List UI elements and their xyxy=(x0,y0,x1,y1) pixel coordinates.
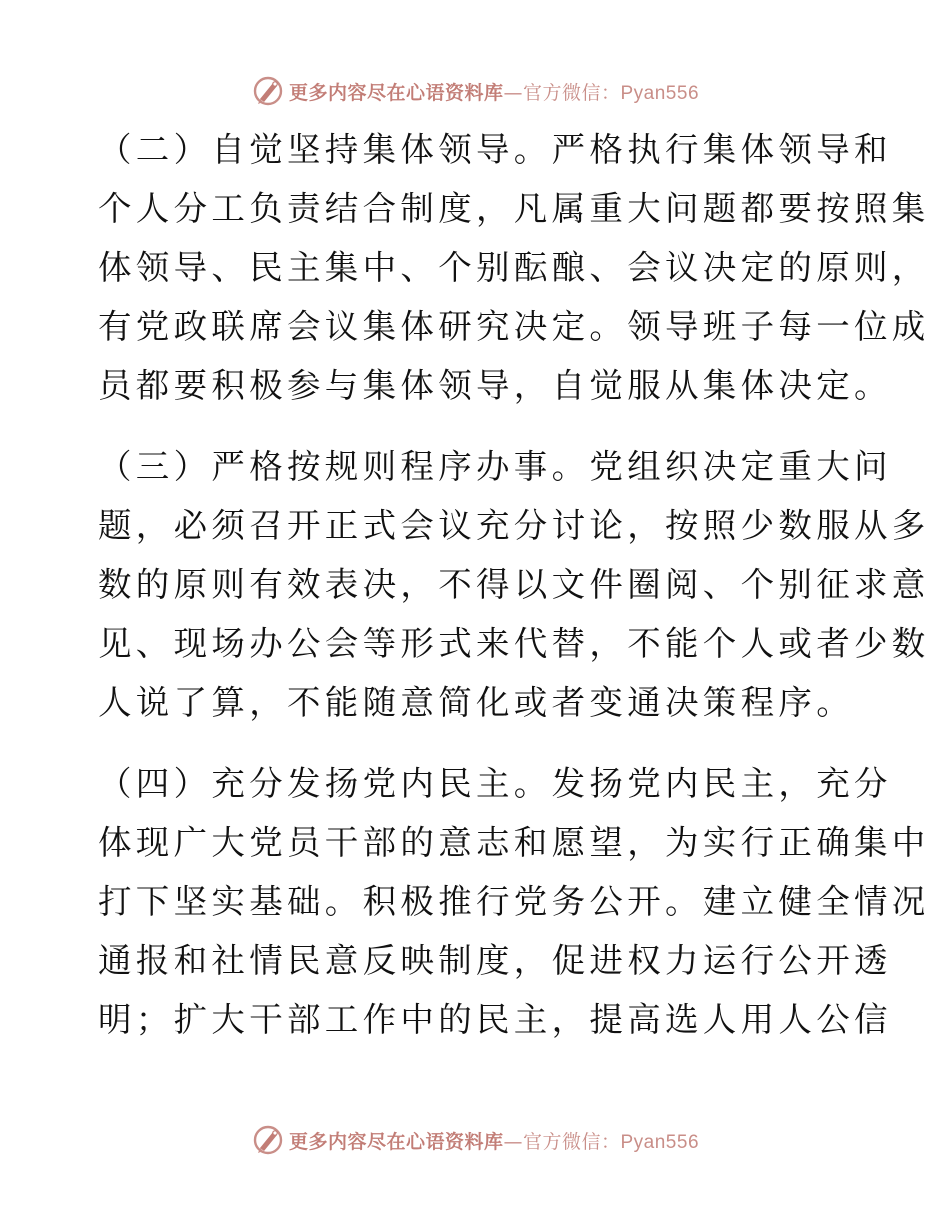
text-line: 员都要积极参与集体领导，自觉服从集体决定。 xyxy=(98,366,892,405)
text-line: （三）严格按规则程序办事。党组织决定重大问 xyxy=(98,447,892,486)
watermark-wechat-label: 官方微信： xyxy=(522,1130,621,1153)
text-line: 见、现场办公会等形式来代替，不能个人或者少数 xyxy=(98,624,930,663)
pen-logo-icon xyxy=(251,1123,285,1157)
header-watermark xyxy=(0,71,950,111)
text-line: 题，必须召开正式会议充分讨论，按照少数服从多 xyxy=(98,506,930,545)
text-line: 通报和社情民意反映制度，促进权力运行公开透 xyxy=(98,941,892,980)
paragraph-inner-party-democracy xyxy=(98,754,930,1049)
text-line: （四）充分发扬党内民主。发扬党内民主，充分 xyxy=(98,764,892,803)
watermark-text xyxy=(289,1127,699,1154)
document-body xyxy=(98,120,930,1071)
paragraph-collective-leadership xyxy=(98,120,930,415)
watermark-main: 更多内容尽在心语资料库 xyxy=(288,81,504,104)
footer-watermark xyxy=(0,1120,950,1160)
text-line: 体领导、民主集中、个别酝酿、会议决定的原则， xyxy=(98,248,930,287)
text-line: 个人分工负责结合制度，凡属重大问题都要按照集 xyxy=(98,189,930,228)
watermark-dash: — xyxy=(503,81,523,104)
text-line: 明；扩大干部工作中的民主，提高选人用人公信 xyxy=(98,1000,892,1039)
text-line: 打下坚实基础。积极推行党务公开。建立健全情况 xyxy=(98,882,930,921)
text-line: 数的原则有效表决，不得以文件圈阅、个别征求意 xyxy=(98,565,930,604)
watermark-main: 更多内容尽在心语资料库 xyxy=(288,1130,504,1153)
text-line: 人说了算，不能随意简化或者变通决策程序。 xyxy=(98,683,854,722)
watermark-text xyxy=(289,78,699,105)
watermark-wechat-id: Pyan556 xyxy=(620,82,700,104)
text-line: （二）自觉坚持集体领导。严格执行集体领导和 xyxy=(98,130,892,169)
text-line: 有党政联席会议集体研究决定。领导班子每一位成 xyxy=(98,307,930,346)
text-line: 体现广大党员干部的意志和愿望，为实行正确集中 xyxy=(98,823,930,862)
pen-logo-icon xyxy=(251,74,285,108)
watermark-wechat-label: 官方微信： xyxy=(522,81,621,104)
watermark-wechat-id: Pyan556 xyxy=(620,1131,700,1153)
watermark-dash: — xyxy=(503,1130,523,1153)
paragraph-rules-procedures xyxy=(98,437,930,732)
